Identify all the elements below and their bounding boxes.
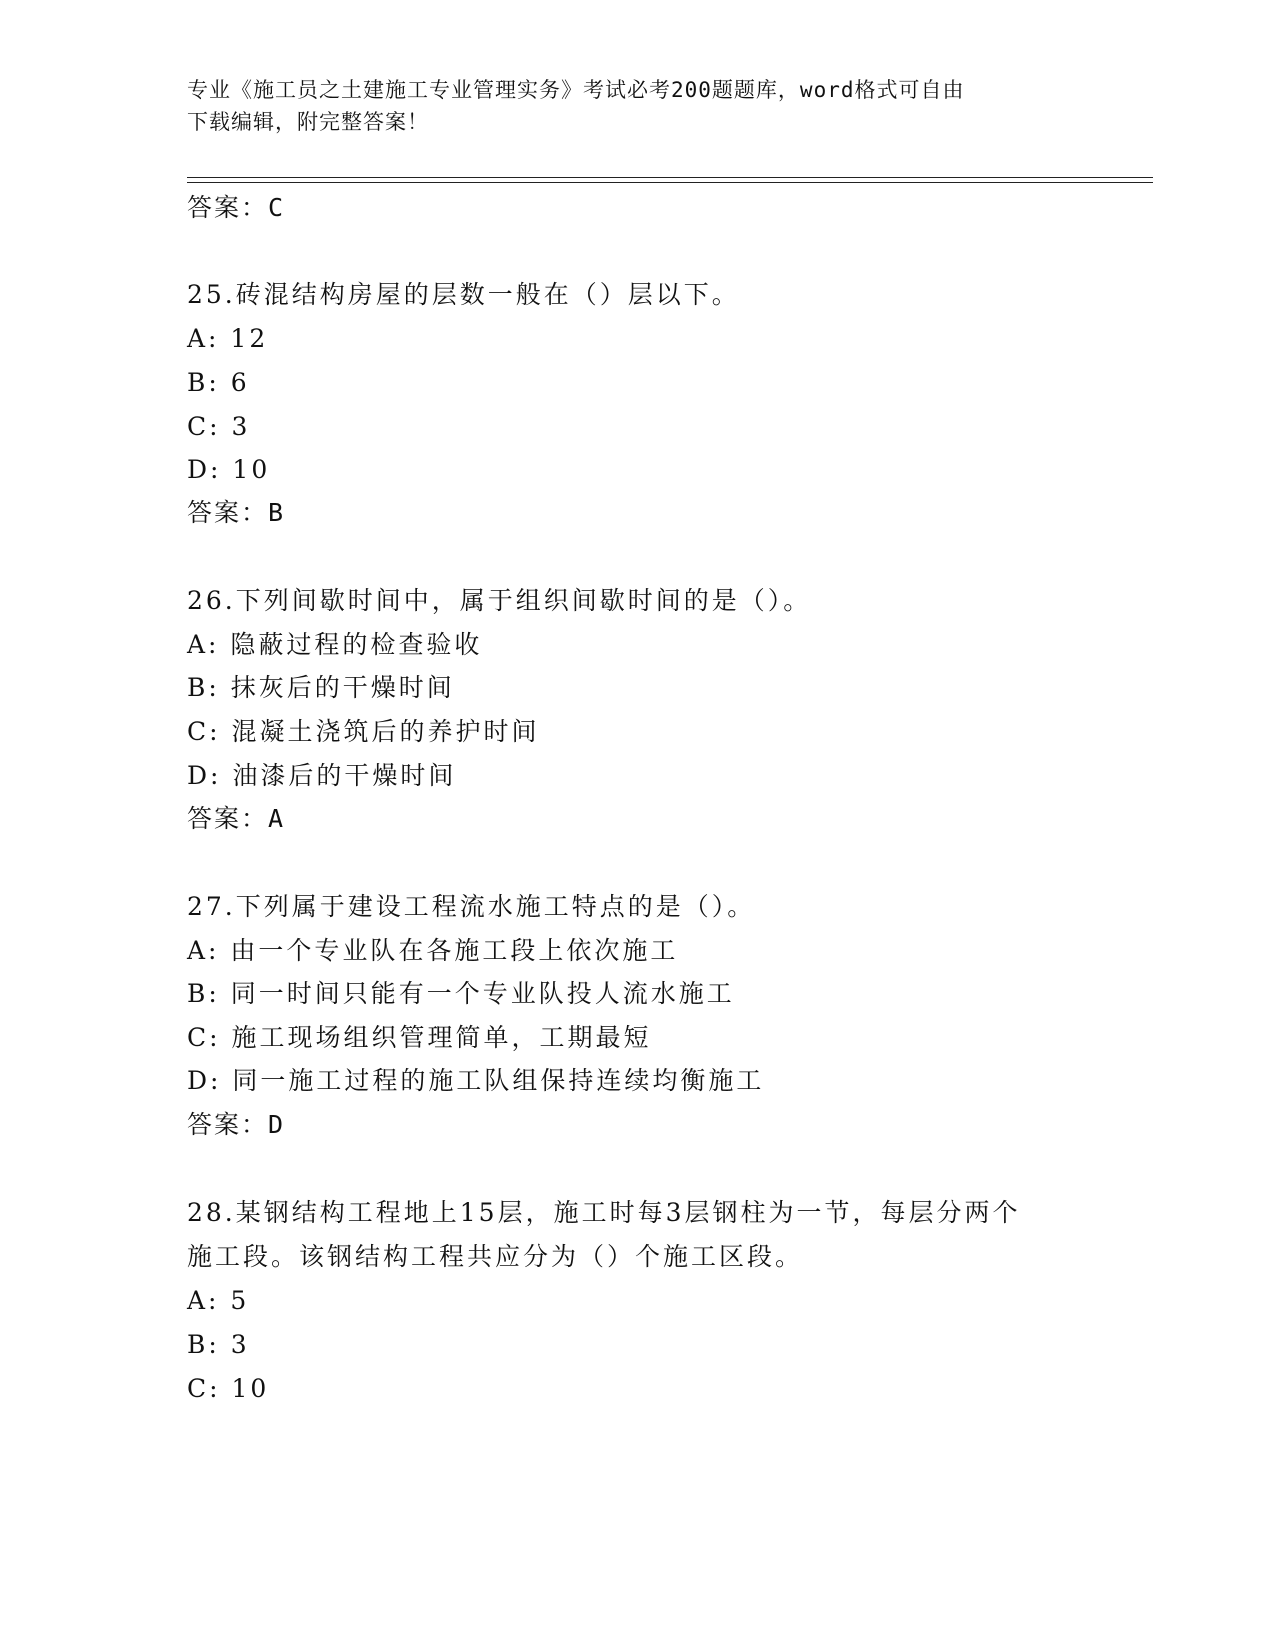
question-option: B: 抹灰后的干燥时间 (187, 673, 455, 702)
question-option: C: 3 (187, 412, 251, 441)
question-option: D: 同一施工过程的施工队组保持连续均衡施工 (187, 1066, 765, 1095)
question-option: A: 隐蔽过程的检查验收 (187, 630, 483, 659)
header-divider-top (187, 177, 1153, 178)
document-header (187, 74, 1087, 138)
question-stem: 25.砖混结构房屋的层数一般在（）层以下。 (187, 280, 740, 309)
header-divider-bottom (187, 182, 1153, 183)
question-stem: 28.某钢结构工程地上15层，施工时每3层钢柱为一节，每层分两个 (187, 1198, 1021, 1227)
answer-line: 答案：A (187, 804, 286, 833)
question-option: B: 同一时间只能有一个专业队投人流水施工 (187, 979, 735, 1008)
question-option: A: 5 (187, 1286, 250, 1315)
answer-line: 答案：B (187, 498, 286, 527)
question-stem-continued: 施工段。该钢结构工程共应分为（）个施工区段。 (187, 1242, 804, 1271)
question-option: C: 施工现场组织管理简单，工期最短 (187, 1023, 652, 1052)
question-option: D: 油漆后的干燥时间 (187, 761, 457, 790)
question-stem: 27.下列属于建设工程流水施工特点的是（）。 (187, 892, 756, 921)
question-option: A: 12 (187, 324, 269, 353)
question-option: D: 10 (187, 455, 271, 484)
header-line-2: 下载编辑，附完整答案！ (187, 110, 429, 134)
question-option: C: 10 (187, 1374, 270, 1403)
header-line-1: 专业《施工员之土建施工专业管理实务》考试必考200题题库，word格式可自由 (187, 78, 965, 102)
question-option: C: 混凝土浇筑后的养护时间 (187, 717, 540, 746)
question-option: A: 由一个专业队在各施工段上依次施工 (187, 936, 679, 965)
question-option: B: 6 (187, 368, 250, 397)
answer-line: 答案：C (187, 193, 286, 222)
question-stem: 26.下列间歇时间中，属于组织间歇时间的是（）。 (187, 586, 812, 615)
question-option: B: 3 (187, 1330, 250, 1359)
answer-line: 答案：D (187, 1110, 286, 1139)
